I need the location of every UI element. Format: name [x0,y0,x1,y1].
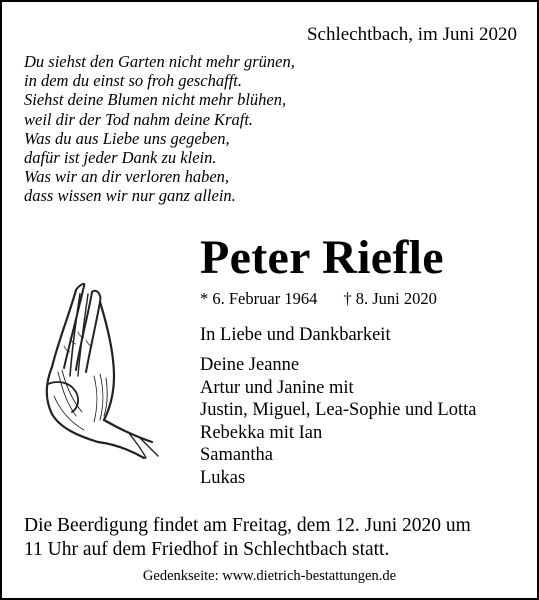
life-dates [200,289,437,309]
place-date: Schlechtbach, im Juni 2020 [306,24,517,45]
mourners-list [200,354,476,489]
poem-line: Du siehst den Garten nicht mehr grünen, [24,52,295,71]
deceased-name: Peter Riefle [200,231,444,284]
poem-line: Siehst deine Blumen nicht mehr blühen, [24,90,287,110]
mourner-line: Lukas [200,467,246,488]
poem-line: weil dir der Tod nahm deine Kraft. [24,109,254,129]
mourner-line: Deine Jeanne [200,355,300,375]
funeral-line: 11 Uhr auf dem Friedhof in Schlechtbach statt. [24,539,390,560]
mourner-line: Justin, Miguel, Lea-Sophie und Lotta [200,400,477,420]
poem-line: dafür ist jeder Dank zu klein. [24,148,217,168]
mourner-line: Artur und Janine mit [200,377,354,398]
birth-date: * 6. Februar 1964 [200,289,318,308]
funeral-line: Die Beerdigung findet am Freitag, dem 12. Juni 2020 um [24,515,471,536]
mourner-line: Samantha [200,445,273,465]
mourner-line: Rebekka mit Ian [200,422,323,443]
poem-line: Was du aus Liebe uns gegeben, [24,128,230,148]
poem-line: Was wir an dir verloren haben, [24,167,230,187]
poem-line: dass wissen wir nur ganz allein. [24,186,236,206]
poem-line: in dem du einst so froh geschafft. [24,71,242,91]
dedication-line: In Liebe und Dankbarkeit [200,325,391,345]
funeral-notice [24,514,471,562]
death-date: † 8. Juni 2020 [343,289,437,308]
poem [24,52,295,206]
memorial-website: Gedenkseite: www.dietrich-bestattungen.de [142,568,397,584]
praying-hands-icon [18,272,188,462]
